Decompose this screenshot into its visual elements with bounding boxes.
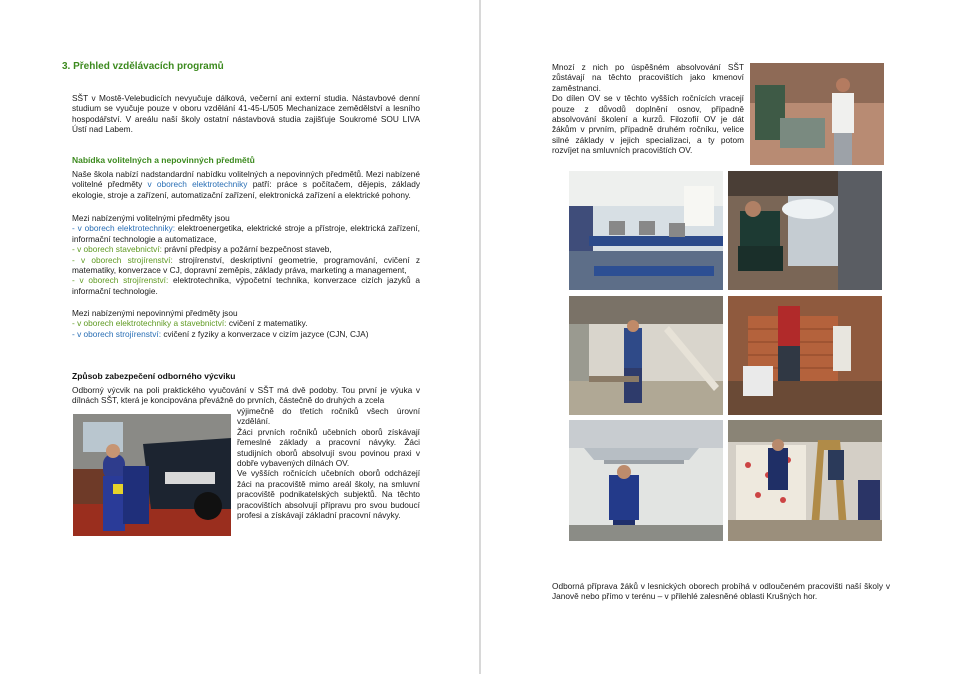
nonmandatory-subjects-list: Mezi nabízenými nepovinnými předměty jsou - v oborech elektrotechniky a stavebnictví: cvičení z matematiky. - v oborech strojírenství: cvičení z fyziky a konverzace v cizím jazyce (CJN, CJA) bbox=[72, 308, 369, 339]
training-paragraph-1: Odborný výcvik na poli praktického vyučování v SŠT má dvě podoby. Tou první je výuka v dílnách SŠT, která je koncipována převážně do prvních, částečně do druhých a zcela bbox=[72, 385, 420, 406]
workshop-car-photo bbox=[73, 414, 231, 536]
forestry-paragraph: Odborná příprava žáků v lesnických oborech probíhá v odloučeném pracovišti naší školy v Janově nebo přímo v terénu – v přilehlé zalesněné oblasti Krušných hor. bbox=[552, 581, 890, 602]
training-heading: Způsob zabezpečení odborného výcviku bbox=[72, 371, 236, 381]
electrical-wall-panel-photo bbox=[728, 420, 882, 541]
field-name: - v oborech elektrotechniky a stavebnictví: bbox=[72, 318, 227, 329]
field-name: - v oborech stavebnictví: bbox=[72, 244, 162, 255]
electrical-ceiling-photo bbox=[569, 420, 723, 541]
training-paragraph-2: výjimečně do třetích ročníků všech úrovní vzdělání. Žáci prvních ročníků učebních oborů získávají řemeslné základy a pracovní návyky. Žáci studijních oborů absolvují svou povinou praxi v dobře vybavených dílnách OV. Ve vyšších ročnících učebních oborů odcházejí žáci na pracoviště mimo areál školy, na smluvní pracoviště podnikatelských subjektů. Na těchto pracovištích absolvují přípravu pro svou budoucí profesi a získávají základní pracovní návyky. bbox=[237, 406, 420, 521]
bricklaying-workshop-photo bbox=[728, 296, 882, 415]
right-page bbox=[481, 0, 960, 674]
subheading-optional-subjects: Nabídka volitelných a nepovinných předmětů bbox=[72, 155, 255, 165]
computer-lab-photo bbox=[569, 171, 723, 290]
intro-paragraph: SŠT v Mostě-Velebudicích nevyučuje dálková, večerní ani externí studia. Nástavbové denní studium se vyučuje pouze v oboru vzdělání 41-45-L/505 Mechanizace zemědělství a lesního hospodářství. V areálu naší školy ostatní nástavbová studia zajišťuje Soukromé SOU LIVA Ústí nad Labem. bbox=[72, 93, 420, 135]
field-name: - v oborech strojírenství: bbox=[72, 254, 173, 265]
offer-paragraph: Naše škola nabízí nadstandardní nabídku volitelných a nepovinných předmětů. Mezi nabízené volitelné předměty v oborech elektrotechniky patří: práce s počítačem, dějepis, základy ekologie, stroje a zařízení, automatizační zařízení, elektronická zařízení a elektrické pohony. bbox=[72, 169, 420, 200]
optional-subjects-list: Mezi nabízenými volitelnými předměty jsou - v oborech elektrotechniky: elektroenergetika, elektrické stroje a přístroje, elektrická zařízení, informační technologie a automatizace, - v oborech stavebnictví: právní předpisy a požární bezpečnost staveb, - v oborech strojírenství: strojírenství, deskriptivní geometrie, programování, cvičení z matematiky, konverzace v CJ, dopravní zeměpis, základy práva, marketing a management, - v oborech strojírenství: elektrotechnika, výpočetní technika, konverzace cizích jazyků a informační technologie. bbox=[72, 213, 420, 296]
plumbing-workshop-photo bbox=[728, 171, 882, 290]
section-heading: 3. Přehled vzdělávacích programů bbox=[62, 61, 224, 72]
field-name: v oborech elektrotechniky bbox=[147, 179, 248, 190]
field-name: - v oborech strojírenství: bbox=[72, 328, 161, 339]
right-top-paragraph: Mnozí z nich po úspěšném absolvování SŠT zůstávají na těchto pracovištích jako kmenoví zaměstnanci. Do dílen OV se v těchto vyšších ročnících vracejí pouze z důvodů doplnění osnov, případně absolvování školení a kurzů. Filozofií OV je dát žákům v prvním, případně druhém ročníku, velice silné základy v jejich specializaci, a ty potom rozvíjet na smluvních pracovištích OV. bbox=[552, 62, 744, 156]
carpentry-workshop-photo bbox=[569, 296, 723, 415]
left-page bbox=[0, 0, 479, 674]
field-name: - v oborech strojírenství: bbox=[72, 275, 169, 286]
workshop-lathe-photo bbox=[750, 63, 884, 165]
field-name: - v oborech elektrotechniky: bbox=[72, 223, 176, 234]
